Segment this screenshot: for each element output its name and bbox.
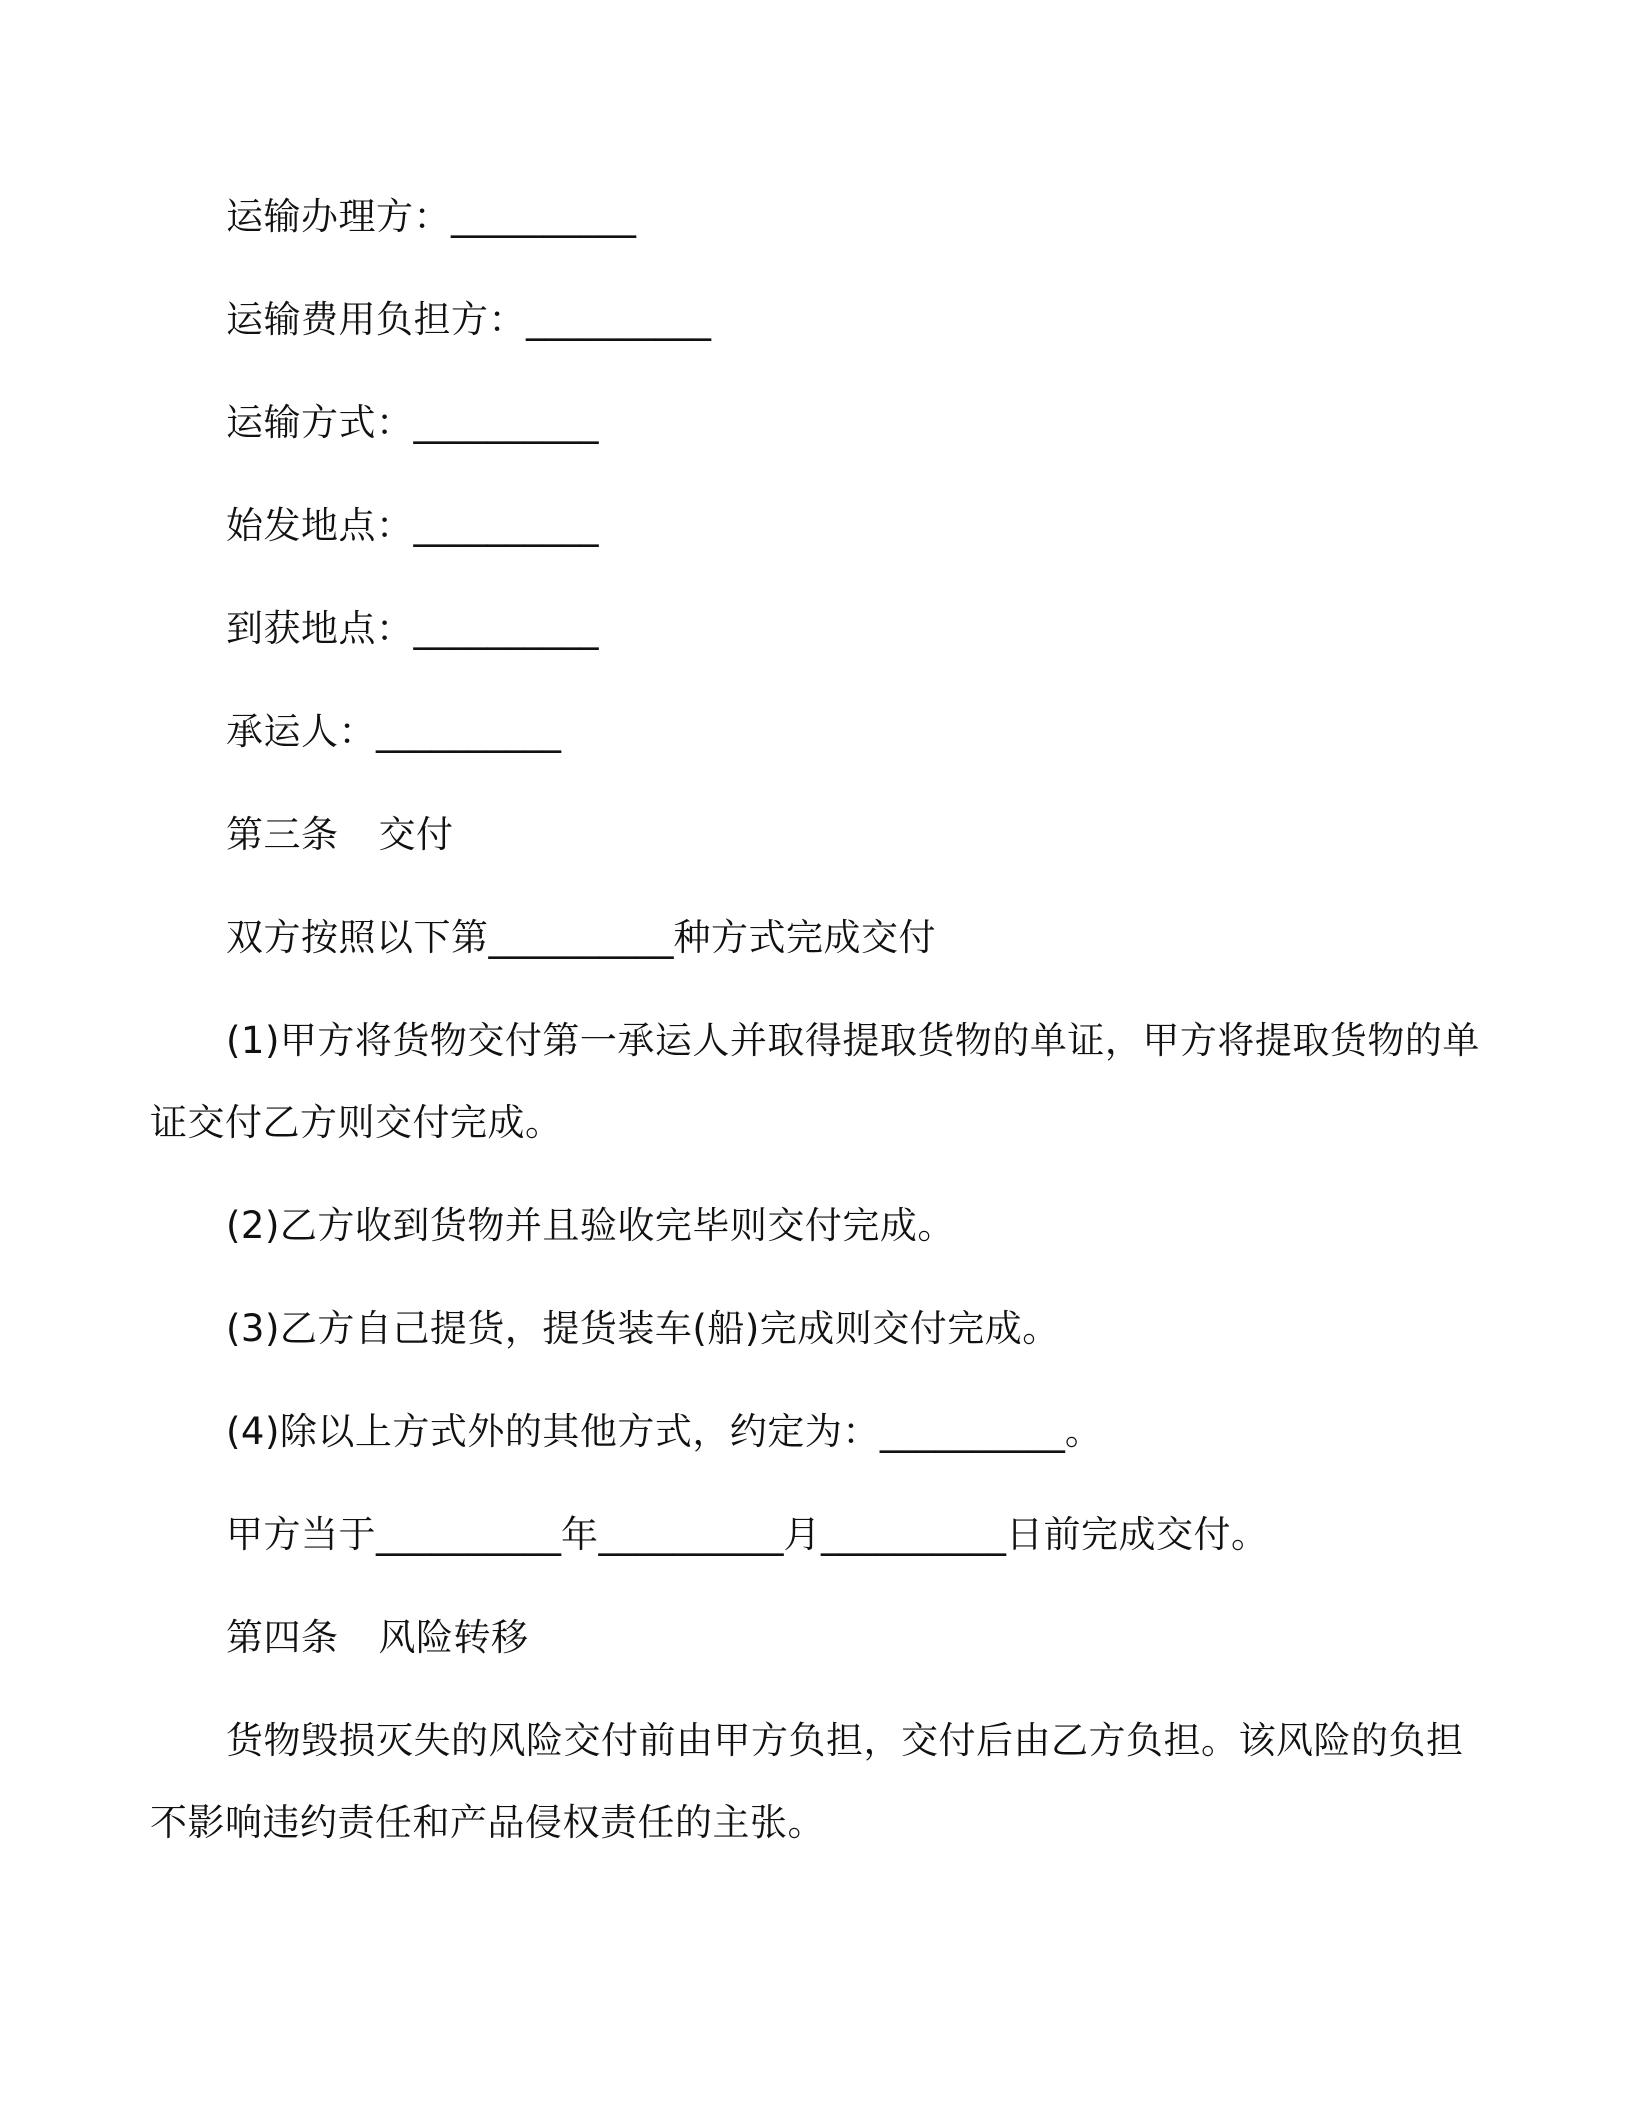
deadline-month-blank: __________ (598, 1513, 784, 1556)
intro-text: 双方按照以下第 (226, 916, 489, 959)
item4-text: (4)除以上方式外的其他方式，约定为： (226, 1410, 880, 1453)
field-label: 始发地点： (226, 504, 414, 547)
field-blank: __________ (526, 298, 711, 341)
deadline-text-end: 日前完成交付。 (1006, 1513, 1269, 1556)
deadline-day-blank: __________ (821, 1513, 1006, 1556)
field-transport-handler (226, 195, 1576, 238)
item4-text-end: 。 (1064, 1410, 1103, 1453)
article3-item1-line2: 证交付乙方则交付完成。 (150, 1101, 563, 1144)
deadline-year-label: 年 (561, 1513, 599, 1556)
article4-body-line2: 不影响违约责任和产品侵权责任的主张。 (150, 1801, 825, 1844)
article-title: 交付 (378, 813, 454, 856)
field-transport-cost-bearer (226, 298, 1576, 341)
item4-blank: __________ (879, 1410, 1065, 1453)
article3-item3: (3)乙方自己提货，提货装车(船)完成则交付完成。 (226, 1307, 1060, 1350)
field-carrier (226, 710, 1576, 753)
article3-item1-line1: (1)甲方将货物交付第一承运人并取得提取货物的单证，甲方将提取货物的单 (226, 1019, 1480, 1062)
field-blank: __________ (413, 504, 599, 547)
article3-item2: (2)乙方收到货物并且验收完毕则交付完成。 (226, 1204, 955, 1247)
field-label: 承运人： (226, 710, 376, 753)
article4-heading (226, 1616, 1576, 1659)
field-label: 运输办理方： (226, 195, 451, 238)
article3-intro (226, 916, 1576, 959)
article4-body-line1: 货物毁损灭失的风险交付前由甲方负担，交付后由乙方负担。该风险的负担 (226, 1719, 1464, 1762)
field-blank: __________ (413, 401, 599, 444)
field-origin (226, 504, 1576, 547)
field-label: 运输方式： (226, 401, 414, 444)
field-blank: __________ (376, 710, 561, 753)
field-label: 到获地点： (226, 607, 414, 650)
intro-blank: __________ (488, 916, 674, 959)
article3-deadline (226, 1513, 1576, 1556)
article-number: 第四条 (226, 1616, 339, 1659)
article3-heading (226, 813, 1576, 856)
field-transport-method (226, 401, 1576, 444)
deadline-month-label: 月 (783, 1513, 821, 1556)
deadline-text: 甲方当于 (226, 1513, 376, 1556)
deadline-year-blank: __________ (376, 1513, 561, 1556)
field-label: 运输费用负担方： (226, 298, 526, 341)
field-destination (226, 607, 1576, 650)
field-blank: __________ (451, 195, 636, 238)
intro-text-end: 种方式完成交付 (673, 916, 936, 959)
field-blank: __________ (413, 607, 599, 650)
article-title: 风险转移 (378, 1616, 529, 1659)
article3-item4 (226, 1410, 1576, 1453)
article-number: 第三条 (226, 813, 339, 856)
